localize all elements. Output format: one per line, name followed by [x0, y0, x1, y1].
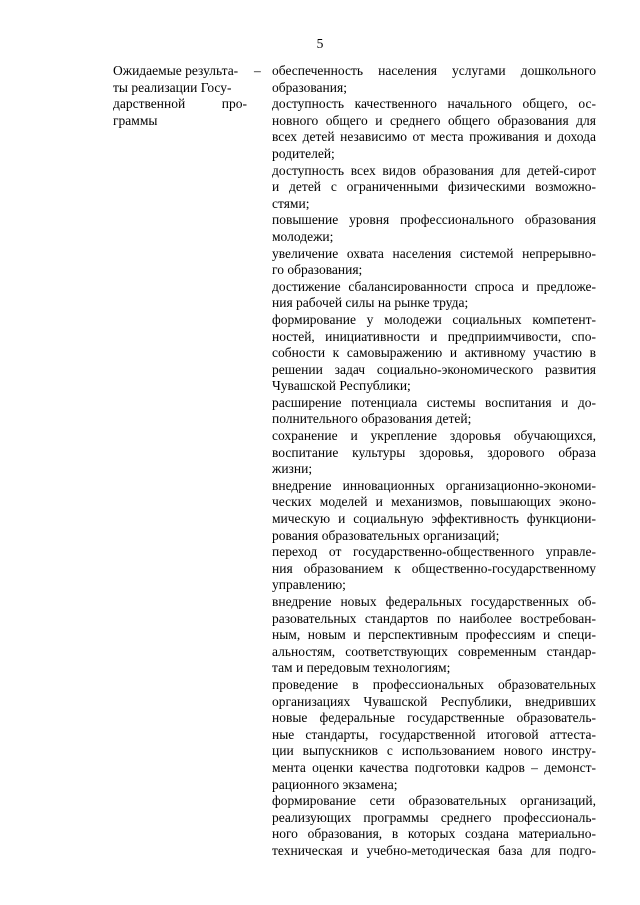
content-line: рования образовательных организаций;	[272, 527, 500, 543]
content-line: повышение уровня профессионального образования	[272, 212, 596, 228]
content-line: доступность качественного начального общего, ос-	[272, 96, 596, 112]
content-line: ния образованием к общественно-государственному	[272, 560, 596, 576]
content-line: организациях Чувашской Республики, внедривших	[272, 693, 596, 709]
content-line: увеличение охвата населения системой непрерывно-	[272, 245, 596, 261]
separator-dash: –	[254, 63, 261, 78]
content-line: полнительного образования детей;	[272, 411, 472, 427]
content-line: доступность всех видов образования для детей-сирот	[272, 162, 596, 178]
section-label-line: граммы	[113, 112, 158, 128]
content-line: внедрение новых федеральных государственных об-	[272, 594, 596, 609]
section-label	[113, 63, 247, 129]
section-content	[272, 63, 596, 860]
content-line: стями;	[272, 195, 310, 211]
section-label-line	[113, 96, 247, 113]
page-number: 5	[316, 36, 324, 51]
content-line: ностей, инициативности и предприимчивости, спо-	[272, 328, 596, 344]
content-line: ные стандарты, государственной итоговой аттеста-	[272, 726, 596, 742]
content-line: ции выпускников с использованием нового инстру-	[272, 743, 596, 759]
content-line: там и передовым технологиям;	[272, 660, 451, 676]
section-label-line: ты реализации Госу-	[113, 79, 232, 95]
content-line: управлению;	[272, 577, 346, 593]
content-line: Чувашской Республики;	[272, 378, 411, 394]
content-line: реализующих программы среднего профессиональ-	[272, 809, 596, 825]
content-line: ного образования, в которых создана материально-	[272, 826, 596, 842]
content-line: мическую и социальную эффективность функциони-	[272, 511, 596, 527]
content-line: новного общего и среднего общего образования для	[272, 112, 596, 128]
content-line: воспитание культуры здоровья, здорового образа	[272, 444, 596, 460]
content-line: ным, новым и перспективным профессиям и специ-	[272, 627, 596, 643]
content-line: обеспеченность населения услугами дошкольного	[272, 63, 596, 78]
content-line: формирование у молодежи социальных компетент-	[272, 311, 596, 327]
content-line: родителей;	[272, 145, 335, 161]
section-label-line: Ожидаемые результа-	[113, 63, 239, 78]
content-line: всех детей независимо от места проживания и дохода	[272, 129, 596, 145]
content-line: расширение потенциала системы воспитания и до-	[272, 394, 596, 410]
content-line: мента оценки качества подготовки кадров – демонст-	[272, 759, 596, 775]
content-line: решении задач социально-экономического развития	[272, 361, 596, 377]
content-line: внедрение инновационных организационно-экономи-	[272, 477, 596, 493]
content-line: переход от государственно-общественного управле-	[272, 544, 596, 560]
content-line: собности к самовыражению и активному участию в	[272, 345, 596, 361]
content-line: разовательных стандартов по наиболее востребован-	[272, 610, 596, 626]
content-line: жизни;	[272, 461, 313, 477]
content-line: альностям, соответствующих современным стандар-	[272, 643, 596, 659]
content-line: ческих моделей и механизмов, повышающих эконо-	[272, 494, 596, 510]
content-line: молодежи;	[272, 228, 334, 244]
content-line: ния рабочей силы на рынке труда;	[272, 295, 469, 311]
content-line: формирование сети образовательных организаций,	[272, 793, 596, 809]
section-label-word: про-	[221, 96, 247, 112]
content-line: достижение сбалансированности спроса и предложе-	[272, 278, 596, 294]
content-line: рационного экзамена;	[272, 776, 398, 792]
content-line: сохранение и укрепление здоровья обучающихся,	[272, 428, 596, 444]
content-line: и детей с ограниченными физическими возможно-	[272, 179, 596, 195]
content-line: техническая и учебно-методическая база для подго-	[272, 842, 596, 858]
content-line: го образования;	[272, 262, 363, 278]
content-line: проведение в профессиональных образовательных	[272, 676, 596, 692]
content-line: новые федеральные государственные образователь-	[272, 710, 596, 726]
content-line: образования;	[272, 79, 347, 95]
section-label-word: дарственной	[113, 96, 186, 112]
